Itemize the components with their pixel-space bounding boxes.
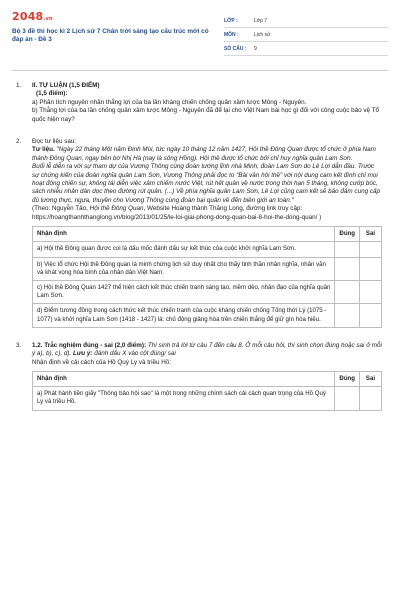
document-body (16, 82, 382, 411)
question-number: 2. (16, 138, 22, 146)
question-3 (16, 342, 382, 411)
question-intro: Đọc tư liệu sau: (32, 138, 77, 146)
statement-b: b) Việc tổ chức Hội thề Đông quan là minh chứng lịch sử duy nhất cho thấy tinh thần nhân nghĩa, nhân văn và khát vọng hòa bình của nhân dân Việt Nam. (33, 257, 335, 280)
meta-label: LỚP : (224, 17, 238, 24)
table-row (33, 242, 382, 257)
meta-label: SỐ CÂU : (224, 45, 247, 52)
question-part-b: b) Thắng lợi của ba lần chống quân xâm lược Mông - Nguyên đã để lại cho Việt Nam bài học gì đối với công cuộc bảo vệ Tổ quốc hiện nay? (32, 107, 380, 123)
meta-row-subject (224, 28, 388, 42)
question-2 (16, 138, 382, 328)
meta-value: 9 (254, 45, 257, 52)
statement-a: a) Hội thề Đông quan được coi là dấu mốc đánh dấu sự kết thúc của cuộc khởi nghĩa Lam Sơn. (33, 242, 335, 257)
question-instruction (32, 342, 382, 359)
table-header-row (33, 371, 382, 386)
source-paragraph-1: "Ngày 22 tháng Một năm Đinh Mùi, tức ngày 10 tháng 12 năm 1427, Hội thề Đông Quan được tổ chức ở phía Nam thành Đông Quan, ngay bên bờ Nhị Hà (nay là sông Hồng). Hội thề được tổ chức bởi chỉ huy nghĩa quân Lam Sơn. (32, 146, 376, 162)
section-heading: II. TỰ LUẬN (1,5 ĐIỂM) (32, 82, 100, 89)
question-prompt: Nhận định về cải cách của Hồ Quý Ly và triều Hồ: (32, 358, 172, 366)
false-cell[interactable] (360, 280, 382, 303)
column-header-true: Đúng (335, 371, 360, 386)
true-cell[interactable] (335, 242, 360, 257)
meta-label: MÔN : (224, 31, 239, 38)
column-header-statement: Nhận định (33, 371, 335, 386)
table-header-row (33, 227, 382, 242)
column-header-false: Sai (360, 227, 382, 242)
instruction-text: Thí sinh trả lời từ câu 7 đến câu 8. Ở mỗi câu hỏi, thí sinh chọn đúng hoặc sai ở mỗi ý a), b), c), d). (32, 341, 382, 358)
meta-value: Lịch sử (254, 31, 271, 38)
true-cell[interactable] (335, 257, 360, 280)
question-1 (16, 82, 382, 124)
false-cell[interactable] (360, 257, 382, 280)
table-row (33, 257, 382, 280)
column-header-false: Sai (360, 371, 382, 386)
page-header (12, 10, 388, 60)
statement-c: c) Hội thề Đông Quan 1427 thể hiện cách kết thúc chiến tranh sáng tạo, mềm dẻo, nhân đạo của nghĩa quân Lam Sơn. (33, 280, 335, 303)
true-false-table (32, 226, 382, 328)
question-part-a: a) Phân tích nguyên nhân thắng lợi của ba lần kháng chiến chống quân xâm lược Mông - Nguyên. (32, 98, 307, 106)
table-row (33, 387, 382, 410)
document-meta (224, 14, 388, 56)
note-label: Lưu ý: (72, 350, 93, 358)
question-number: 1. (16, 82, 22, 89)
true-cell[interactable] (335, 387, 360, 410)
statement-a: a) Phát hành tiền giấy "Thông bảo hội sao" là một trong những chính sách cải cách quan trọng của Hồ Quý Ly và triều Hồ. (33, 387, 335, 410)
table-row (33, 280, 382, 303)
header-divider (12, 70, 388, 71)
question-points: (1,5 điểm): (36, 90, 68, 98)
source-citation (32, 205, 382, 222)
logo-suffix: .vn (43, 16, 53, 22)
true-cell[interactable] (335, 280, 360, 303)
logo-main: 2048 (12, 10, 44, 23)
false-cell[interactable] (360, 387, 382, 410)
citation-title: Hội thề Đông Quan (89, 205, 144, 213)
table-row (33, 304, 382, 327)
source-label: Tư liệu. (32, 146, 55, 154)
column-header-statement: Nhận định (33, 227, 335, 242)
document-title: Bộ 3 đề thi học kì 2 Lịch sử 7 Chân trời sáng tạo cấu trúc mới có đáp án - Đề 3 (12, 28, 209, 43)
meta-value: Lớp 7 (254, 17, 268, 24)
question-number: 3. (16, 341, 22, 349)
source-paragraph-2: Buổi lễ diễn ra với sự tham dự của Vương Thông cùng đoàn tướng lĩnh nhà Minh, đoàn Lam Sơn do Lê Lợi dẫn đầu. Trước sự chứng kiến của đoàn nghĩa quân Lam Sơn, Vương Thông phải đọc to "Bài văn hội thề" với nội dung cam kết đình chỉ mọi hoạt động chiến sự, không tái diễn việc xâm chiếm nước Việt, rút hết quân về nước trong thời hạn 5 tháng, không cướp bóc, sách nhiễu nhân dân dọc theo đường rút quân. (...) Về phía nghĩa quân Lam Sơn, Lê Lợi cũng cam kết sẽ bảo đảm cung cấp đủ lương thực, ngựa, thuyền cho Vương Thông cùng đoàn bại quân về đến biên giới an toàn." (32, 163, 380, 204)
citation-prefix: (Theo: Nguyễn Tảo, (32, 205, 90, 213)
meta-row-grade (224, 14, 388, 28)
true-cell[interactable] (335, 304, 360, 327)
column-header-true: Đúng (335, 227, 360, 242)
false-cell[interactable] (360, 242, 382, 257)
meta-row-question-count (224, 42, 388, 56)
true-false-table (32, 371, 382, 411)
source-text (32, 146, 382, 163)
false-cell[interactable] (360, 304, 382, 327)
statement-d: d) Điểm tương đồng trong cách thức kết thúc chiến tranh của cuộc kháng chiến chống Tống thời Lý (1075 - 1077) và khởi nghĩa Lam Sơn (1418 - 1427) là: chủ động giảng hòa trên chiến thắng để giữ gìn hòa hiếu. (33, 304, 335, 327)
citation-link[interactable]: , Website Hoàng thành Thăng Long, đường link truy cập: https://hoangthanhthanglong.vn/blog/2013/01/25/le-loi-giai-phong-dong-quan-bai-8-hoi-the-dong-quan/ ) (32, 205, 322, 221)
section-heading: 1.2. Trắc nghiệm đúng - sai (2,0 điểm): (32, 341, 147, 349)
note-text: đánh dấu X vào cột đúng/ sai (92, 350, 176, 358)
